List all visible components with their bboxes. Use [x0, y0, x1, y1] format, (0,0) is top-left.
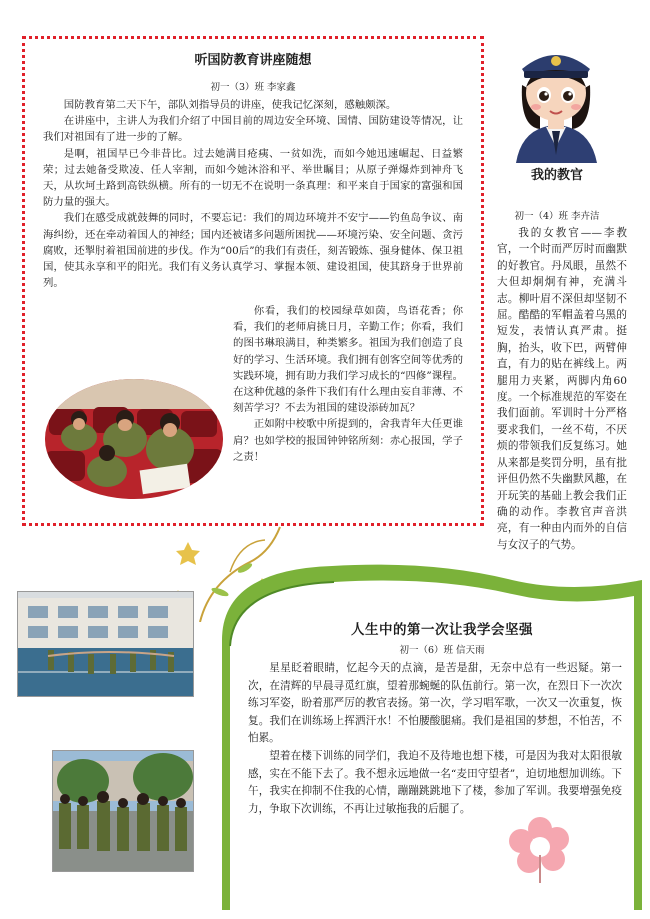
lecture-photo — [45, 379, 223, 499]
paragraph: 我们在感受成就鼓舞的同时，不要忘记：我们的周边环境并不安宁——钓鱼岛争议、南海纠纷，还在牵动着国人的神经；国内还被诸多问题所困扰——环境污染、安全问题、贪污腐败，还掣肘着祖国前进的步伐。作为“00后”的我们有责任，刻苦锻炼、强身健体、保卫祖国，使其永享和平的阳光。我们有义务认真学习、掌握本领、建设祖国，使其跻身于世界前列。 — [43, 212, 463, 290]
students-in-formation-photo — [52, 750, 194, 872]
article-2-title: 我的教官 — [530, 168, 583, 183]
article-1-body — [43, 97, 463, 291]
pink-flower-decoration — [505, 815, 575, 883]
paragraph: 你看，我们的校园绿草如茵，鸟语花香；你看，我们的老师肩挑日月，辛勤工作；你看，我们的图书琳琅满目，种类繁多。祖国为我们创造了良好的学习、生活环境。我们拥有创客空间等优秀的实践环境，拥有助力我们学习成长的“四修”课程。在这种优越的条件下我们有什么理由妄自菲薄、不刻苦学习？不去为祖国的建设添砖加瓦？ — [233, 305, 463, 415]
training-ground-photo — [17, 591, 194, 697]
paragraph: 望着在楼下训练的同学们，我迫不及待地也想下楼，可是因为我对太阳很敏感，实在不能下去了。我不想永远地做一名“麦田守望者”，迫切地想加训练。下午，我实在抑制不住我的心情，蹦蹦跳跳地下了楼，参加了军训。我要增强免疫力，争取下次训练，不再让过敏拖我的后腿了。 — [248, 749, 622, 815]
paragraph: 星星眨着眼睛，忆起今天的点滴，是苦是甜，无奈中总有一些迟疑。第一次，在清辉的早晨寻觅红旗，望着那蜿蜒的队伍前行。第一次，在烈日下一次次练习军姿，盼着那严厉的教官表扬。第一次，学习唱军歌，一次又一次重复，恢复。我们在训练场上挥洒汗水！不怕腰酸腿痛。我们是祖国的梦想，不怕苦，不怕累。 — [248, 662, 622, 745]
article-1-byline: 初一（3）班 李家鑫 — [210, 82, 296, 93]
paragraph: 是啊，祖国早已今非昔比。过去她满目疮痍、一贫如洗，而如今她迅速崛起、日益繁荣；过去她备受欺凌、任人宰割，而如今她沐浴和平、举世瞩目；从原子弹爆炸到神舟飞天，从坎坷土路到高铁纵横。所有的一切无不在说明一条真理：和平来自于国家的富强和国防力量的强大。 — [43, 147, 463, 209]
paragraph: 国防教育第二天下午，部队刘指导员的讲座，使我记忆深刻，感触颇深。 — [63, 99, 397, 111]
paragraph: 正如附中校歌中所提到的，舍我青年大任更谁肩？也如学校的报国钟钟铭所刻：赤心报国，学子之责！ — [233, 418, 463, 463]
article-1-body-right — [233, 303, 463, 465]
article-3-byline: 初一（6）班 信天雨 — [399, 645, 485, 656]
paragraph: 在讲座中，主讲人为我们介绍了中国目前的周边安全环境、国情、国防建设等情况，让我们对祖国有了进一步的了解。 — [43, 115, 463, 144]
teacher-cartoon-illustration — [494, 35, 619, 163]
article-1-box — [22, 36, 484, 526]
paragraph: 我的女教官——李教官，一个时而严厉时而幽默的好教官。丹凤眼，虽然不大但却炯炯有神，充满斗志。柳叶眉不深但却坚韧不屈。酷酷的军帽盖着乌黑的短发，表情认真严肃。挺胸，抬头，收下巴，两臂伸直，有力的贴在裤线上。两腿用力夹紧，两脚内角60度。一个标准规范的军姿在我们面前。军训时十分严格要求我们，一丝不苟，不厌烦的带领我们反复练习。她从来都是奖罚分明，虽有批评但仍然不失幽默风趣，在开玩笑的基础上教会我们正确的动作。李教官声音洪亮，有一种由内而外的自信与女汉子的气势。 — [497, 227, 627, 551]
article-1-title: 听国防教育讲座随想 — [194, 53, 312, 68]
article-3-body — [248, 660, 622, 818]
article-2-body — [497, 225, 627, 553]
article-3-title: 人生中的第一次让我学会坚强 — [351, 622, 533, 638]
article-2-byline: 初一（4）班 李卉洁 — [514, 211, 600, 222]
